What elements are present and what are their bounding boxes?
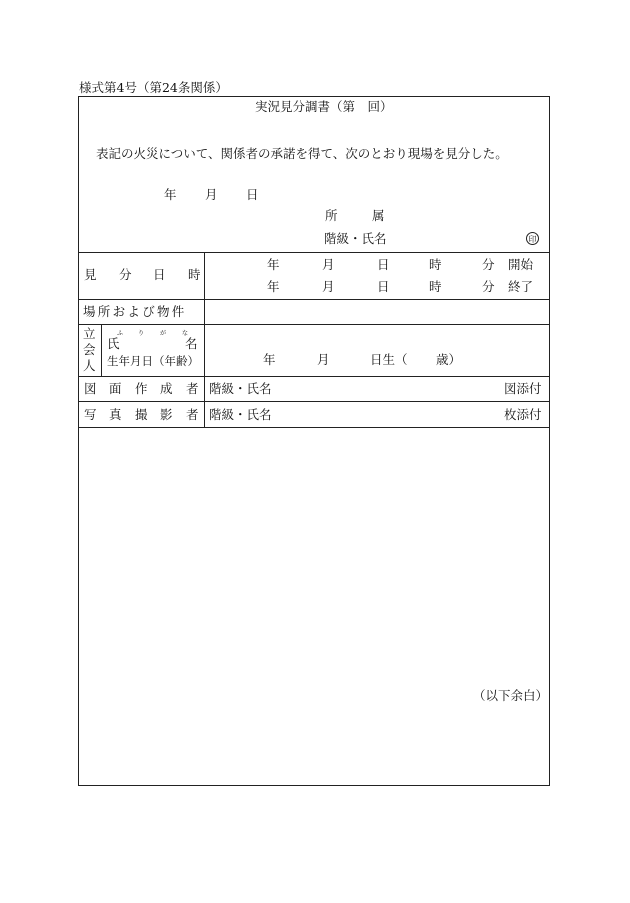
witness-name-char-2: 名: [185, 336, 198, 351]
drawing-attached-label: 図添付: [504, 381, 542, 396]
photo-attached-label: 枚添付: [504, 407, 542, 422]
end-minute: 分: [482, 279, 495, 294]
birth-day: 日生（: [370, 352, 408, 367]
date-month-label: 月: [205, 187, 218, 202]
end-day: 日: [377, 279, 390, 294]
location-label: 場所および物件: [83, 304, 187, 319]
photo-label-char-1: 写: [84, 407, 97, 422]
datetime-label-char-1: 見: [84, 267, 97, 282]
divider-header: [78, 252, 550, 253]
label-column-divider: [204, 252, 205, 427]
document-title: 実況見分調書（第 回）: [255, 99, 393, 114]
furigana-2: り: [138, 330, 145, 337]
photo-label-char-4: 影: [160, 407, 173, 422]
start-label: 開始: [508, 257, 534, 272]
furigana-4: な: [182, 330, 189, 337]
witness-label-char-3: 人: [83, 358, 96, 373]
drawing-label-char-3: 作: [135, 381, 148, 396]
drawing-label-char-5: 者: [186, 381, 199, 396]
witness-label-char-1: 立: [83, 326, 96, 341]
start-year: 年: [267, 257, 280, 272]
witness-name-char-1: 氏: [107, 336, 120, 351]
photo-rank-name: 階級・氏名: [209, 407, 272, 422]
birth-month: 月: [317, 352, 330, 367]
drawing-label-char-1: 図: [84, 381, 97, 396]
start-month: 月: [322, 257, 335, 272]
furigana-3: が: [160, 330, 167, 337]
rank-name-label: 階級・氏名: [324, 231, 387, 246]
end-month: 月: [322, 279, 335, 294]
witness-label-char-2: 会: [83, 342, 96, 357]
intro-text: 表記の火災について、関係者の承諾を得て、次のとおり現場を見分した。: [96, 146, 508, 161]
datetime-label-char-4: 時: [188, 267, 201, 282]
end-label: 終了: [508, 279, 534, 294]
age-label: 歳）: [436, 352, 462, 367]
date-day-label: 日: [246, 187, 259, 202]
photo-label-char-2: 真: [109, 407, 122, 422]
datetime-label-char-3: 日: [153, 267, 166, 282]
divider-location: [78, 324, 550, 325]
birth-date-label: 生年月日（年齢）: [107, 354, 199, 368]
form-number-label: 様式第4号（第24条関係）: [79, 80, 228, 95]
birth-year: 年: [263, 352, 276, 367]
photo-label-char-3: 撮: [135, 407, 148, 422]
photo-label-char-5: 者: [186, 407, 199, 422]
end-hour: 時: [429, 279, 442, 294]
divider-datetime: [78, 299, 550, 300]
affiliation-label-1: 所: [325, 208, 338, 223]
start-minute: 分: [482, 257, 495, 272]
datetime-label-char-2: 分: [119, 267, 132, 282]
affiliation-label-2: 属: [372, 208, 385, 223]
seal-icon: 印: [526, 232, 539, 245]
drawing-label-char-2: 面: [109, 381, 122, 396]
witness-column-divider: [101, 324, 102, 376]
furigana-1: ふ: [117, 330, 124, 337]
drawing-rank-name: 階級・氏名: [209, 381, 272, 396]
divider-witness: [78, 376, 550, 377]
form-frame: [78, 96, 550, 786]
start-day: 日: [377, 257, 390, 272]
divider-drawing: [78, 401, 550, 402]
end-year: 年: [267, 279, 280, 294]
date-year-label: 年: [164, 187, 177, 202]
remainder-note: （以下余白）: [473, 688, 549, 703]
start-hour: 時: [429, 257, 442, 272]
divider-photo: [78, 427, 550, 428]
drawing-label-char-4: 成: [160, 381, 173, 396]
